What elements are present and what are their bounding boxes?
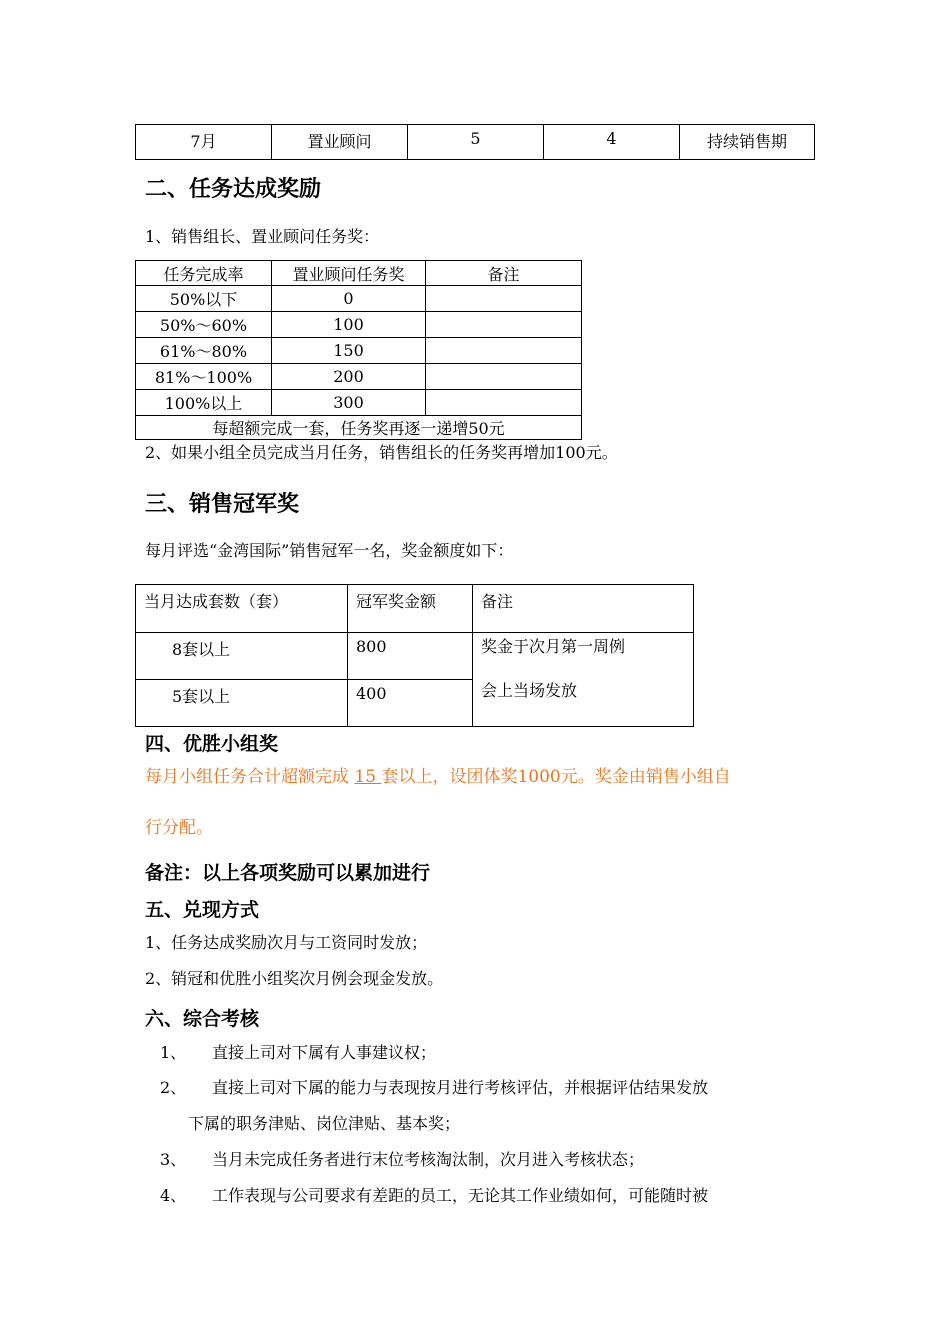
task-header-reward: 置业顾问任务奖 (272, 261, 426, 286)
list-item (160, 1150, 644, 1170)
list-item-continuation: 下属的职务津贴、岗位津贴、基本奖； (188, 1114, 461, 1133)
task-reward-table (135, 260, 582, 440)
champion-count: 8套以上 (136, 633, 348, 680)
top-cell-value-a: 5 (408, 125, 544, 160)
table-row (136, 286, 582, 312)
section2-item2: 2、如果小组全员完成当月任务，销售组长的任务奖再增加100元。 (145, 443, 618, 462)
table-row (136, 390, 582, 416)
top-cell-role: 置业顾问 (272, 125, 408, 160)
table-row (136, 312, 582, 338)
task-note (426, 390, 582, 416)
list-item-number: 4、 (160, 1186, 187, 1205)
champion-note-line1: 奖金于次月第一周例 (481, 637, 626, 656)
section3-title: 三、销售冠军奖 (145, 492, 300, 517)
task-reward: 0 (272, 286, 426, 312)
list-item-text: 直接上司对下属的能力与表现按月进行考核评估，并根据评估结果发放 (212, 1078, 709, 1097)
list-item-number: 1、 (160, 1043, 187, 1062)
section2-title: 二、任务达成奖励 (145, 177, 322, 202)
section5-item: 2、销冠和优胜小组奖次月例会现金发放。 (145, 969, 444, 988)
section4-title: 四、优胜小组奖 (145, 733, 279, 755)
task-note (426, 286, 582, 312)
top-cell-period: 持续销售期 (680, 125, 815, 160)
section3-intro: 每月评选“金湾国际”销售冠军一名，奖金额度如下： (145, 541, 514, 560)
list-item (160, 1078, 708, 1098)
champion-amount: 800 (348, 633, 473, 680)
task-rate: 61%～80% (136, 338, 272, 364)
champion-count: 5套以上 (136, 680, 348, 727)
task-header-note: 备注 (426, 261, 582, 286)
list-item-number: 2、 (160, 1078, 187, 1097)
section4-line1 (145, 767, 731, 787)
task-note (426, 364, 582, 390)
section4-line1-pre: 每月小组任务合计超额完成 (145, 767, 355, 787)
top-cell-value-b: 4 (544, 125, 680, 160)
table-row (136, 633, 694, 680)
champion-note-line2: 会上当场发放 (481, 681, 578, 700)
list-item-text: 当月未完成任务者进行末位考核淘汰制，次月进入考核状态； (212, 1150, 645, 1169)
list-item-text: 工作表现与公司要求有差距的员工，无论其工作业绩如何，可能随时被 (212, 1186, 709, 1205)
task-rate: 50%以下 (136, 286, 272, 312)
champion-table (135, 584, 694, 727)
champion-header-count: 当月达成套数（套） (136, 585, 348, 633)
champion-header-amount: 冠军奖金额 (348, 585, 473, 633)
task-header-rate: 任务完成率 (136, 261, 272, 286)
task-rate: 81%～100% (136, 364, 272, 390)
table-row (136, 364, 582, 390)
list-item-text: 直接上司对下属有人事建议权； (212, 1043, 437, 1062)
top-table (135, 124, 815, 160)
list-item (160, 1186, 708, 1206)
list-item-number: 3、 (160, 1150, 187, 1169)
remark: 备注：以上各项奖励可以累加进行 (145, 862, 431, 884)
task-note (426, 312, 582, 338)
section4-line2: 行分配。 (145, 818, 213, 838)
section5-item: 1、任务达成奖励次月与工资同时发放； (145, 933, 428, 952)
task-rate: 100%以上 (136, 390, 272, 416)
task-reward: 100 (272, 312, 426, 338)
task-reward: 300 (272, 390, 426, 416)
champion-amount: 400 (348, 680, 473, 727)
champion-note (473, 633, 694, 727)
top-cell-month: 7月 (136, 125, 272, 160)
task-rate: 50%～60% (136, 312, 272, 338)
list-item (160, 1043, 436, 1063)
section5-title: 五、兑现方式 (145, 899, 260, 921)
task-table-footer: 每超额完成一套，任务奖再逐一递增50元 (136, 416, 582, 440)
table-row (136, 338, 582, 364)
task-reward: 150 (272, 338, 426, 364)
task-note (426, 338, 582, 364)
champion-header-note: 备注 (473, 585, 694, 633)
task-reward: 200 (272, 364, 426, 390)
section4-line1-post: 套以上，设团体奖1000元。奖金由销售小组自 (381, 767, 731, 787)
section2-item1: 1、销售组长、置业顾问任务奖： (145, 227, 380, 246)
section6-title: 六、综合考核 (145, 1008, 260, 1030)
section4-count: 15 (354, 767, 382, 787)
